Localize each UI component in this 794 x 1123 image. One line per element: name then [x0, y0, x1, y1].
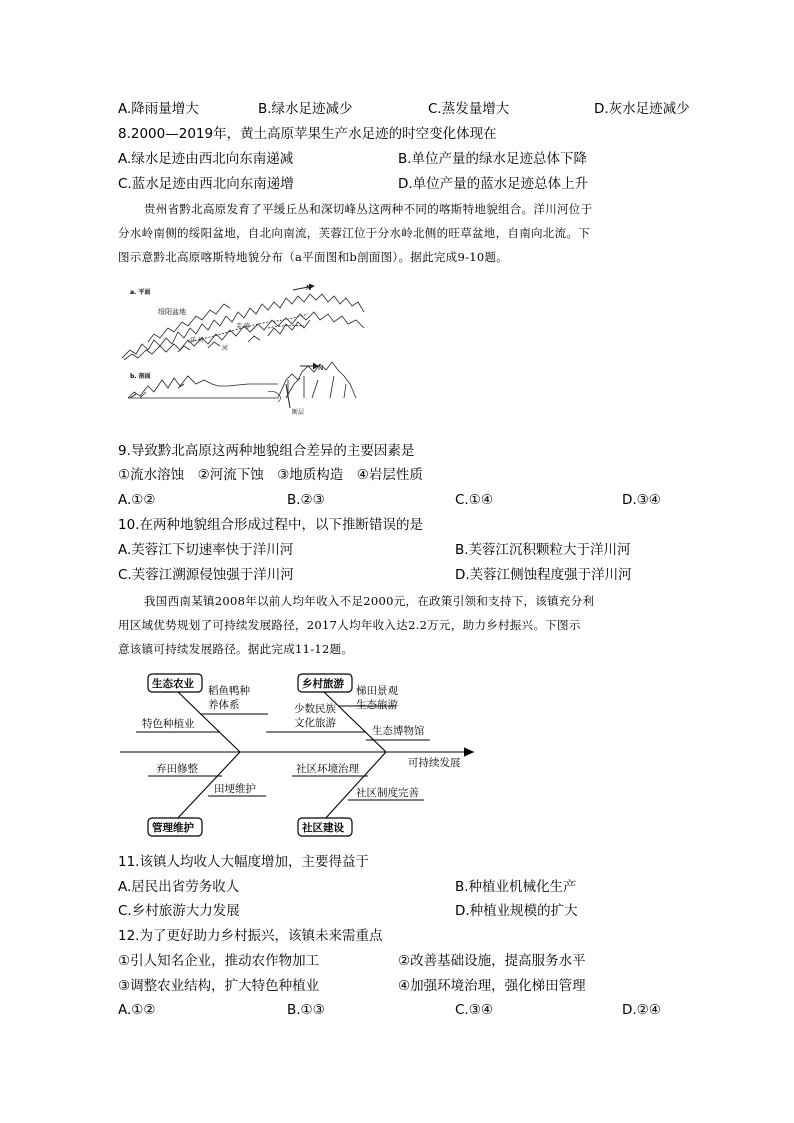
q12-option-b: B.①③: [287, 1002, 325, 1018]
q10-option-a: A.芙蓉江下切速率快于洋川河: [118, 542, 294, 558]
fig1-basin-label: 绥阳盆地: [158, 308, 186, 316]
rib-community-environment: 社区环境治理: [296, 763, 359, 775]
q12-option-c: C.③④: [455, 1002, 493, 1018]
passage2-line1: 我国西南某镇2008年以前人均年收入不足2000元，在政策引领和支持下，该镇充分利: [144, 594, 595, 608]
q8-option-c: C.蓝水足迹由西北向东南递增: [118, 176, 294, 192]
box2-label: 乡村旅游: [302, 678, 344, 690]
rib-rice-fish-duck-2: 养体系: [208, 699, 240, 711]
fig1-north-bottom: N: [318, 364, 324, 372]
rib-eco-museum: 生态博物馆: [372, 725, 425, 737]
q9-stem: 9.导致黔北高原这两种地貌组合差异的主要因素是: [118, 443, 415, 459]
rib-ridge-maintenance: 田埂维护: [214, 783, 256, 795]
q11-stem: 11.该镇人均收人大幅度增加，主要得益于: [118, 854, 369, 870]
box3-label: 管理维护: [152, 822, 194, 834]
q12-option-d: D.②④: [622, 1002, 661, 1018]
karst-landform-figure: [118, 280, 374, 420]
rib-eco-tourism: 生态旅游: [356, 699, 398, 711]
fig1-fault-label: 断层: [292, 409, 305, 416]
rib-field-repair: 弃田修整: [156, 763, 198, 775]
sustainable-development-fishbone: [118, 670, 478, 840]
q9-option-d: D.③④: [622, 492, 661, 508]
q12-item-2: ②改善基础设施，提高服务水平: [398, 953, 586, 969]
q9-option-a: A.①②: [118, 492, 156, 508]
q8-option-a: A.绿水足迹由西北向东南递减: [118, 151, 294, 167]
passage2-line3: 意该镇可持续发展路径。据此完成11-12题。: [118, 642, 354, 656]
q10-option-c: C.芙蓉江溯源侵蚀强于洋川河: [118, 567, 294, 583]
q8-option-b: B.单位产量的绿水足迹总体下降: [398, 151, 588, 167]
q12-item-4: ④加强环境治理，强化梯田管理: [398, 978, 586, 994]
rib-ethnic-culture-1: 少数民族: [294, 703, 336, 715]
q8-option-d: D.单位产量的蓝水足迹总体上升: [398, 176, 589, 192]
q9-option-b: B.②③: [287, 492, 325, 508]
q12-item-3: ③调整农业结构，扩大特色种植业: [118, 978, 320, 994]
passage1-line1: 贵州省黔北高原发育了平缓丘丛和深切峰丛这两种不同的喀斯特地貌组合。洋川河位于: [144, 202, 593, 216]
q7-option-c: C.蒸发量增大: [428, 101, 510, 117]
q10-option-d: D.芙蓉江侧蚀程度强于洋川河: [455, 567, 632, 583]
q7-option-d: D.灰水足迹减少: [594, 101, 690, 117]
rib-specialty-crops: 特色种植业: [142, 718, 195, 730]
q10-stem: 10.在两种地貌组合形成过程中，以下推断错误的是: [118, 517, 423, 533]
q11-option-c: C.乡村旅游大力发展: [118, 903, 240, 919]
q11-option-a: A.居民出省劳务收人: [118, 879, 240, 895]
rib-rice-fish-duck-1: 稻鱼鸭种: [208, 685, 250, 697]
fig1-label-a: a. 平面: [130, 289, 151, 296]
q10-option-b: B.芙蓉江沉积颗粒大于洋川河: [455, 542, 631, 558]
fig1-river-label-2: 河: [222, 345, 229, 352]
q12-item-1: ①引人知名企业，推动农作物加工: [118, 953, 320, 969]
q7-option-a: A.降雨量增大: [118, 101, 199, 117]
passage1-line2: 分水岭南侧的绥阳盆地，自北向南流，芙蓉江位于分水岭北侧的旺草盆地，自南向北流。下: [118, 226, 590, 240]
rib-terrace-landscape: 梯田景观: [356, 685, 398, 697]
goal-sustainable-development: 可持续发展: [408, 757, 461, 769]
q11-option-b: B.种植业机械化生产: [455, 879, 577, 895]
q9-option-c: C.①④: [455, 492, 493, 508]
passage2-line2: 用区域优势规划了可持续发展路径，2017人均年收入达2.2万元，助力乡村振兴。下图示: [118, 618, 581, 632]
passage1-line3: 图示意黔北高原喀斯特地貌分布（a平面图和b剖面图）。据此完成9-10题。: [118, 250, 509, 264]
box4-label: 社区建设: [302, 822, 344, 834]
fig1-river-label-3: 芙 蓉: [236, 323, 250, 330]
q8-stem: 8.2000—2019年，黄土高原苹果生产水足迹的时空变化体现在: [118, 126, 497, 142]
fig1-north-top: N: [306, 284, 312, 292]
fig1-river-label-1: 洋 川: [190, 337, 204, 344]
q11-option-d: D.种植业规模的扩大: [455, 903, 578, 919]
rib-ethnic-culture-2: 文化旅游: [294, 717, 336, 729]
fig1-label-b: b. 剖面: [130, 373, 151, 380]
q9-items: ①流水溶蚀 ②河流下蚀 ③地质构造 ④岩层性质: [118, 467, 423, 483]
q12-stem: 12.为了更好助力乡村振兴，该镇未来需重点: [118, 928, 383, 944]
q7-option-b: B.绿水足迹减少: [258, 101, 353, 117]
box1-label: 生态农业: [152, 678, 194, 690]
rib-community-system: 社区制度完善: [356, 787, 419, 799]
q12-option-a: A.①②: [118, 1002, 156, 1018]
